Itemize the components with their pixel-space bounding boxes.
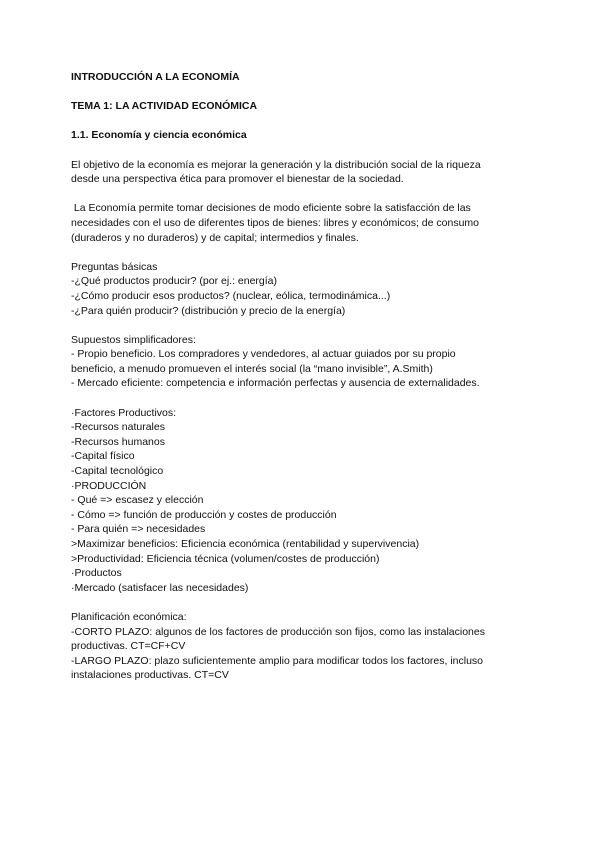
list-item: - Mercado eficiente: competencia e información perfectas y ausencia de externalidades. — [71, 377, 480, 390]
assumptions-block — [71, 333, 541, 391]
list-item: >Productividad: Eficiencia técnica (volumen/costes de producción) — [71, 552, 380, 565]
list-item: beneficio, a menudo promueven el interés social (la “mano invisible”, A.Smith) — [71, 362, 433, 375]
basic-questions-block — [71, 260, 541, 318]
factors-block — [71, 406, 541, 596]
basic-questions-heading: Preguntas básicas — [71, 260, 158, 273]
text-line: necesidades con el uso de diferentes tipos de bienes: libres y económicos; de consumo — [71, 216, 479, 229]
text-line: La Economía permite tomar decisiones de modo eficiente sobre la satisfacción de las — [71, 202, 471, 215]
list-item: - Para quién => necesidades — [71, 523, 206, 536]
list-item: -LARGO PLAZO: plazo suficientemente amplio para modificar todos los factores, incluso — [71, 654, 484, 667]
document-page — [71, 70, 541, 698]
list-item: instalaciones productivas. CT=CV — [71, 669, 229, 682]
list-item: - Cómo => función de producción y costes de producción — [71, 508, 337, 521]
paragraph-decisions — [71, 201, 541, 245]
list-item: -Recursos naturales — [71, 421, 165, 434]
list-item: - Qué => escasez y elección — [71, 494, 204, 507]
topic-heading: TEMA 1: LA ACTIVIDAD ECONÓMICA — [71, 100, 258, 113]
list-item: -¿Qué productos producir? (por ej.: energía) — [71, 275, 278, 288]
list-item: ·Mercado (satisfacer las necesidades) — [71, 581, 249, 594]
assumptions-heading: Supuestos simplificadores: — [71, 333, 196, 346]
list-item: -¿Cómo producir esos productos? (nuclear, eólica, termodinámica...) — [71, 289, 391, 302]
text-line: El objetivo de la economía es mejorar la generación y la distribución social de la riqueza — [71, 158, 481, 171]
factors-heading: ·Factores Productivos: — [71, 406, 177, 419]
list-item: -Capital físico — [71, 450, 135, 463]
planning-block — [71, 610, 541, 683]
document-title: INTRODUCCIÓN A LA ECONOMÍA — [71, 71, 240, 83]
paragraph-objective — [71, 158, 541, 187]
list-item: -¿Para quién producir? (distribución y precio de la energía) — [71, 304, 346, 317]
production-heading: ·PRODUCCIÓN — [71, 479, 147, 492]
list-item: ·Productos — [71, 567, 122, 580]
list-item: >Maximizar beneficios: Eficiencia económica (rentabilidad y supervivencia) — [71, 538, 420, 550]
list-item: - Propio beneficio. Los compradores y vendedores, al actuar guiados por su propio — [71, 348, 456, 361]
text-line: (duraderos y no duraderos) y de capital; intermedios y finales. — [71, 231, 359, 244]
list-item: -CORTO PLAZO: algunos de los factores de producción son fijos, como las instalaciones — [71, 625, 485, 638]
section-heading: 1.1. Economía y ciencia económica — [71, 129, 247, 142]
list-item: productivas. CT=CF+CV — [71, 640, 186, 653]
list-item: -Recursos humanos — [71, 435, 165, 448]
planning-heading: Planificación económica: — [71, 610, 187, 623]
list-item: -Capital tecnológico — [71, 465, 164, 478]
text-line: desde una perspectiva ética para promover el bienestar de la sociedad. — [71, 173, 404, 186]
